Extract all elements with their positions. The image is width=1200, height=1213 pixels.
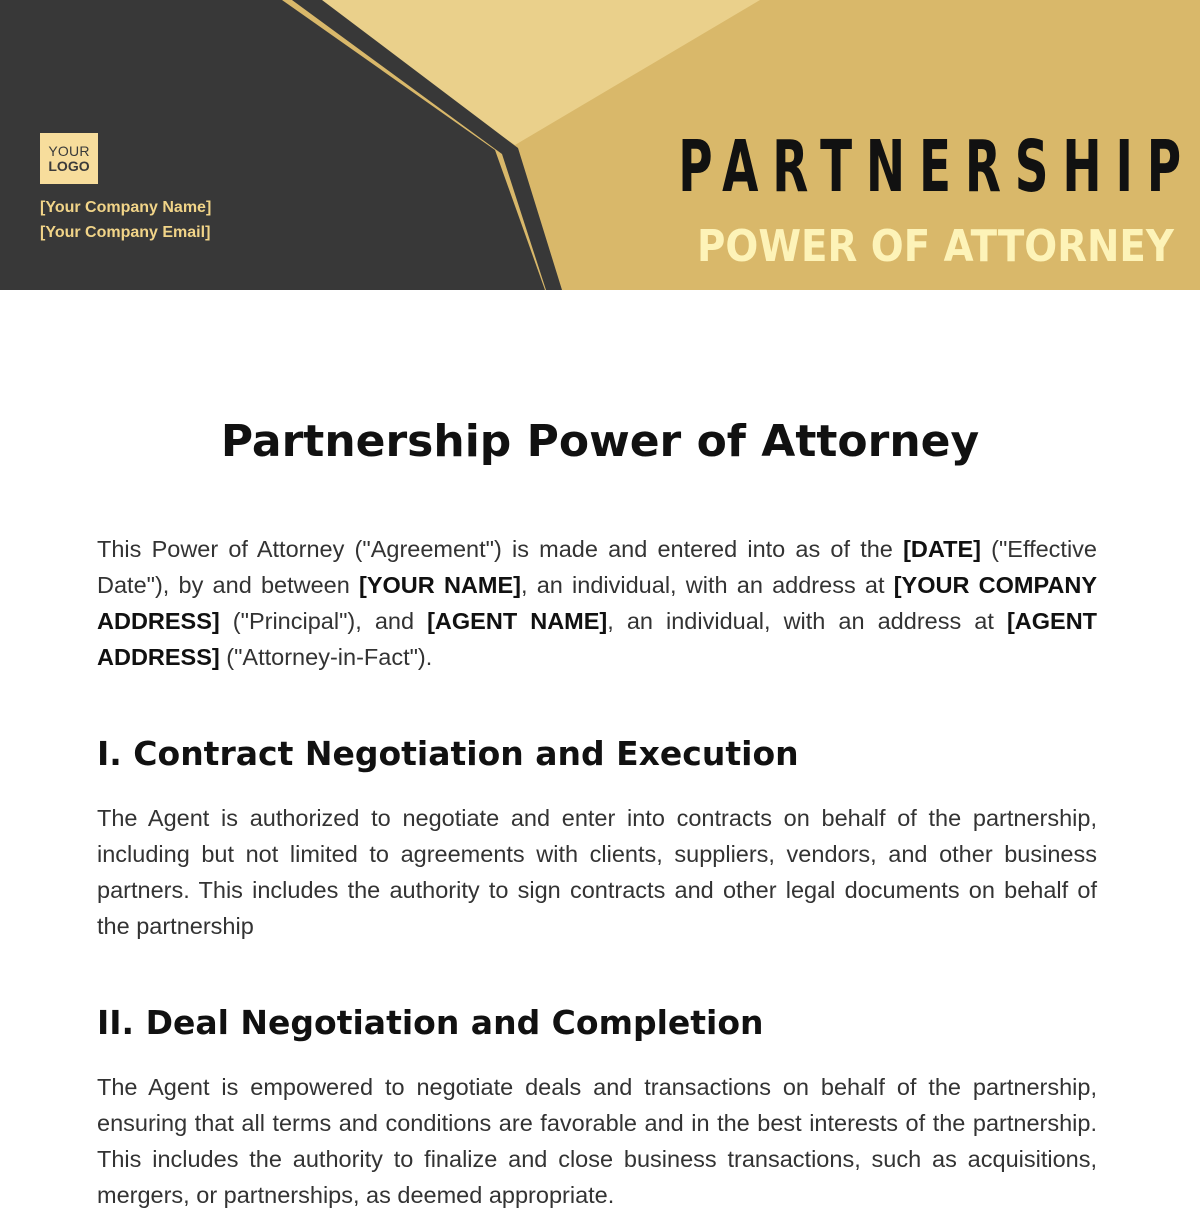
date-placeholder: [DATE] [903,536,981,562]
intro-text-4: ("Principal"), and [219,608,428,634]
agent-name-placeholder: [AGENT NAME] [427,608,608,634]
logo-text-bottom: LOGO [48,157,90,174]
section-heading-deal-negotiation: II. Deal Negotiation and Completion [97,1003,764,1042]
intro-text-1: This Power of Attorney ("Agreement") is made and entered into as of the [97,536,904,562]
section-heading-contract-negotiation: I. Contract Negotiation and Execution [97,734,799,773]
document-title: Partnership Power of Attorney [220,416,980,467]
agent-address-placeholder: [AGENT ADDRESS] [97,608,1098,670]
company-address-placeholder: [YOUR COMPANY ADDRESS] [97,572,1097,634]
intro-paragraph [97,531,1097,675]
section-body-contract-negotiation: The Agent is authorized to negotiate and enter into contracts on behalf of the partnership, including but not limited to agreements with clients, suppliers, vendors, and other business partners. This includes the authority to sign contracts and other legal documents on behalf of the partnership [97,805,1097,939]
logo-text-top: YOUR [48,142,90,159]
banner-title: PARTNERSHIP [678,125,1195,208]
intro-text-5: , an individual, with an address at [607,608,1007,634]
intro-text-3: , an individual, with an address at [520,572,894,598]
banner-subtitle: POWER OF ATTORNEY [697,221,1174,272]
your-name-placeholder: [YOUR NAME] [359,572,521,598]
intro-text-2: ("Effective Date"), by and between [97,536,1097,598]
company-email: [Your Company Email] [40,224,211,241]
company-logo [40,133,98,184]
intro-text-6: ("Attorney-in-Fact"). [219,644,433,670]
header-banner [0,0,1200,290]
section-body-deal-negotiation: The Agent is empowered to negotiate deals and transactions on behalf of the partnership, ensuring that all terms and conditions are favorable and in the best interests of the partnership. This includes the authority to finalize and close business transactions, such as acquisitions, mergers, or partnerships, as deemed appropriate. [97,1074,1097,1208]
company-name: [Your Company Name] [40,199,212,216]
